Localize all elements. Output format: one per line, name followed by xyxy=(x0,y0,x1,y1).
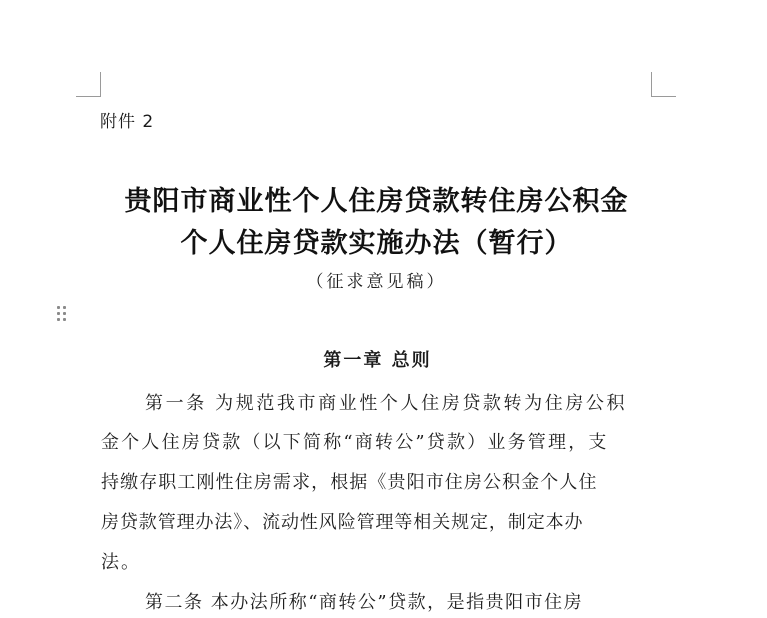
body-line: 法。 xyxy=(101,552,141,573)
document-title-line-1: 贵阳市商业性个人住房贷款转住房公积金 xyxy=(124,186,629,217)
document-title-line-2: 个人住房贷款实施办法（暂行） xyxy=(180,228,573,259)
attachment-label: 附件 2 xyxy=(100,112,155,132)
top-right-crop-mark xyxy=(651,72,676,97)
body-line: 第一条 为规范我市商业性个人住房贷款转为住房公积 xyxy=(145,393,628,414)
body-line: 持缴存职工刚性住房需求，根据《贵阳市住房公积金个人住 xyxy=(101,472,598,493)
body-line: 房贷款管理办法》、流动性风险管理等相关规定，制定本办 xyxy=(101,512,584,533)
body-line: 金个人住房贷款（以下简称“商转公”贷款）业务管理，支 xyxy=(101,432,609,453)
drag-handle-icon[interactable] xyxy=(56,305,68,321)
chapter-heading: 第一章 总则 xyxy=(323,350,432,371)
top-left-crop-mark xyxy=(76,72,101,97)
document-subtitle: （征求意见稿） xyxy=(306,272,447,292)
body-line: 第二条 本办法所称“商转公”贷款，是指贵阳市住房 xyxy=(145,592,584,613)
